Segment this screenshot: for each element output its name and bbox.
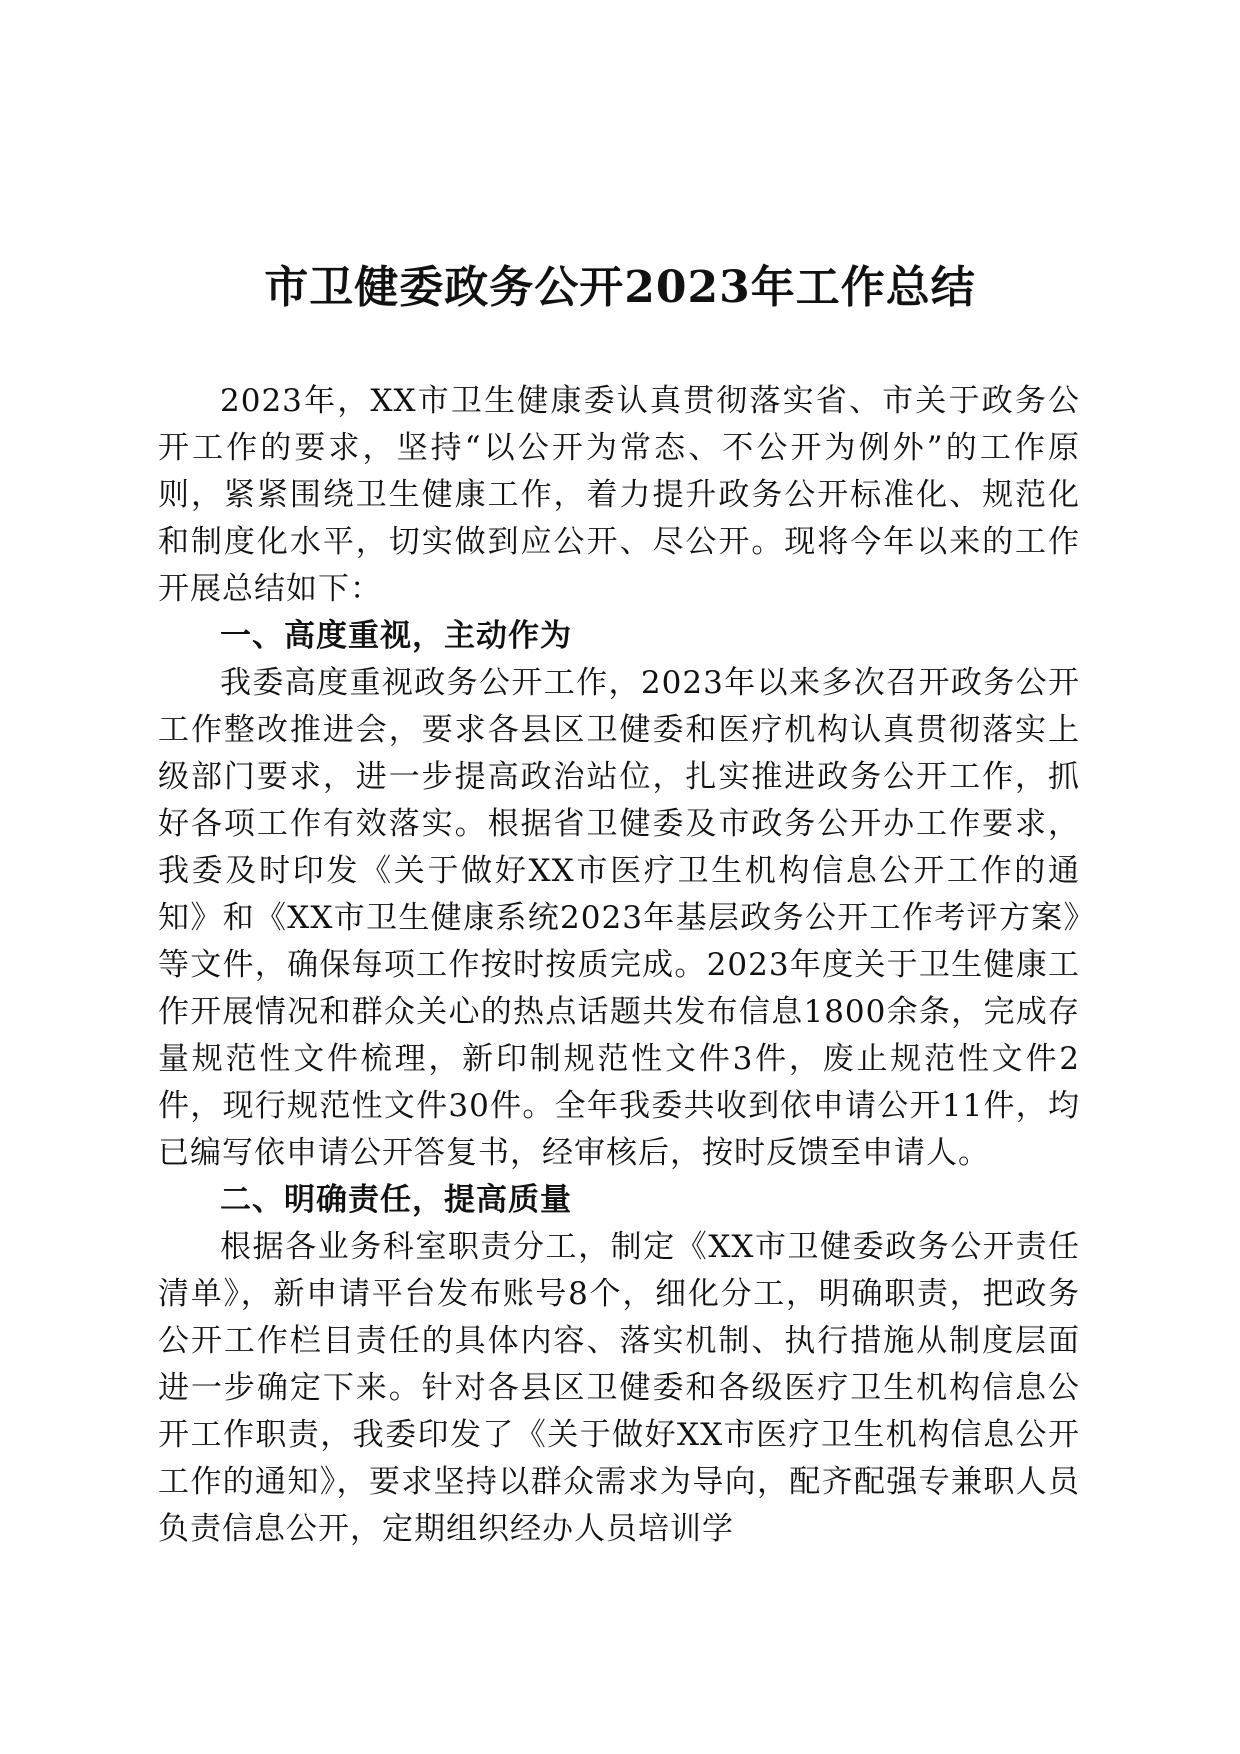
section-heading-1: 一、高度重视，主动作为 — [220, 618, 572, 654]
section-paragraph-2: 根据各业务科室职责分工，制定《XX市卫健委政务公开责任清单》，新申请平台发布账号8个，细化分工，明确职责，把政务公开工作栏目责任的具体内容、落实机制、执行措施从制度层面进一步确定下来。针对各县区卫健委和各级医疗卫生机构信息公开工作职责，我委印发了《关于做好XX市医疗卫生机构信息公开工作的通知》，要求坚持以群众需求为导向，配齐配强专兼职人员负责信息公开，定期组织经办人员培训学 — [158, 1229, 1080, 1547]
section-heading-2: 二、明确责任，提高质量 — [220, 1182, 572, 1218]
document-body — [158, 378, 1080, 1553]
intro-paragraph: 2023年，XX市卫生健康委认真贯彻落实省、市关于政务公开工作的要求，坚持“以公开为常态、不公开为例外”的工作原则，紧紧围绕卫生健康工作，着力提升政务公开标准化、规范化和制度化水平，切实做到应公开、尽公开。现将今年以来的工作开展总结如下： — [158, 383, 1080, 607]
document-title: 市卫健委政务公开2023年工作总结 — [264, 262, 976, 313]
section-paragraph-1: 我委高度重视政务公开工作，2023年以来多次召开政务公开工作整改推进会，要求各县区卫健委和医疗机构认真贯彻落实上级部门要求，进一步提高政治站位，扎实推进政务公开工作，抓好各项工作有效落实。根据省卫健委及市政务公开办工作要求，我委及时印发《关于做好XX市医疗卫生机构信息公开工作的通知》和《XX市卫生健康系统2023年基层政务公开工作考评方案》等文件，确保每项工作按时按质完成。2023年度关于卫生健康工作开展情况和群众关心的热点话题共发布信息1800余条，完成存量规范性文件梳理，新印制规范性文件3件，废止规范性文件2件，现行规范性文件30件。全年我委共收到依申请公开11件，均已编写依申请公开答复书，经审核后，按时反馈至申请人。 — [158, 665, 1080, 1171]
